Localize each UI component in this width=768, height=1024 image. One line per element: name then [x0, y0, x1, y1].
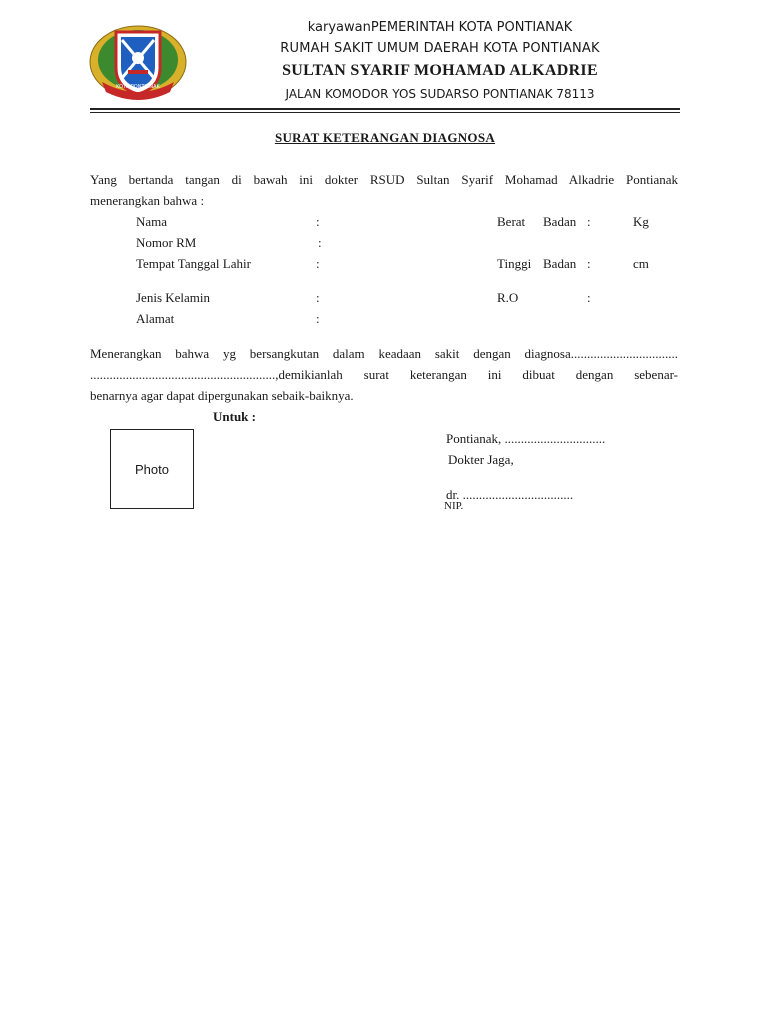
diagnosis-paragraph-line-2: .........................................................,demikianlah surat keterangan ini dibuat dengan sebenar-: [90, 367, 678, 382]
diagnosis-paragraph-line-1: Menerangkan bahwa yg bersangkutan dalam keadaan sakit dengan diagnosa.................................: [90, 346, 678, 361]
field-colon: :: [316, 256, 320, 271]
photo-label: Photo: [135, 461, 169, 477]
diagnosis-paragraph-line-3: benarnya agar dapat dipergunakan sebaik-baiknya.: [90, 388, 354, 403]
header-government-line: karyawanPEMERINTAH KOTA PONTIANAK: [307, 20, 573, 35]
field-label-jenis-kelamin: Jenis Kelamin: [136, 290, 211, 305]
header-divider-thick: [90, 108, 680, 110]
intro-paragraph-line-1: Yang bertanda tangan di bawah ini dokter RSUD Sultan Syarif Mohamad Alkadrie Pontianak: [90, 172, 678, 187]
field-colon: :: [587, 290, 591, 305]
document-title: SURAT KETERANGAN DIAGNOSA: [274, 130, 496, 145]
unit-cm: cm: [633, 256, 649, 271]
field-label-nama: Nama: [136, 214, 168, 229]
field-colon: :: [318, 235, 322, 250]
header-divider-thin: [90, 112, 680, 113]
field-colon: :: [316, 290, 320, 305]
header-hospital-line: RUMAH SAKIT UMUM DAERAH KOTA PONTIANAK: [280, 41, 600, 56]
field-label-tinggi: Tinggi: [497, 256, 532, 271]
field-colon: :: [316, 214, 320, 229]
doctor-name: dr. ..................................: [446, 487, 574, 502]
doctor-role: Dokter Jaga,: [448, 452, 514, 467]
place-date: Pontianak, ...............................: [446, 431, 606, 446]
logo-banner-text: KOTA PONTIANAK: [116, 84, 160, 90]
header-hospital-name: SULTAN SYARIF MOHAMAD ALKADRIE: [282, 62, 598, 79]
field-colon: :: [316, 311, 320, 326]
unit-kg: Kg: [633, 214, 649, 229]
field-colon: :: [587, 214, 591, 229]
field-label-tempat-tanggal-lahir: Tempat Tanggal Lahir: [136, 256, 251, 271]
doctor-nip: NIP.: [444, 500, 464, 512]
field-label-alamat: Alamat: [136, 311, 175, 326]
photo-placeholder: [110, 429, 194, 509]
field-label-nomor-rm: Nomor RM: [136, 235, 197, 250]
field-label-ro: R.O: [497, 290, 519, 305]
field-colon: :: [587, 256, 591, 271]
field-label-badan: Badan: [543, 214, 577, 229]
header-address: JALAN KOMODOR YOS SUDARSO PONTIANAK 78113: [285, 87, 595, 101]
untuk-label: Untuk :: [213, 409, 256, 424]
intro-paragraph-line-2: menerangkan bahwa :: [90, 193, 205, 208]
field-label-berat: Berat: [497, 214, 526, 229]
field-label-badan: Badan: [543, 256, 577, 271]
